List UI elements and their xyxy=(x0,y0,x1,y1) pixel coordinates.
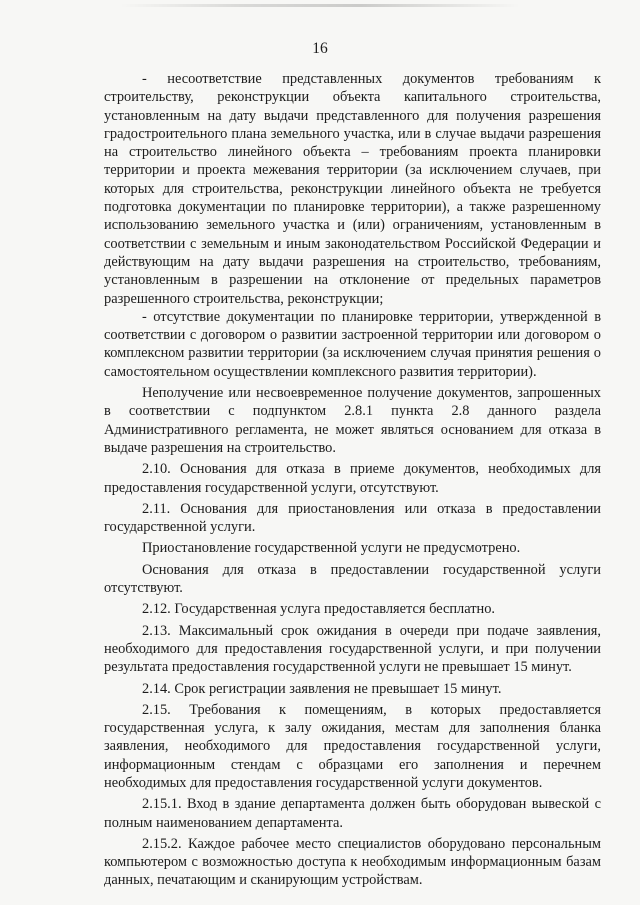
paragraph: - отсутствие документации по планировке территории, утвержденной в соответствии с договором о развитии застроенной территории или договором о комплексном развитии территории (за исключением случая принятия решения о самостоятельном осуществлении комплексного развития территории). xyxy=(104,308,601,380)
paragraph: 2.12. Государственная услуга предоставляется бесплатно. xyxy=(142,601,496,618)
document-body xyxy=(104,70,601,890)
paragraph: 2.15.1. Вход в здание департамента должен быть оборудован вывеской с полным наименованием департамента. xyxy=(104,796,601,831)
paragraph: 2.10. Основания для отказа в приеме документов, необходимых для предоставления государственной услуги, отсутствуют. xyxy=(104,461,601,496)
paragraph: Основания для отказа в предоставлении государственной услуги отсутствуют. xyxy=(104,561,601,597)
paragraph: Приостановление государственной услуги не предусмотрено. xyxy=(142,540,521,557)
paragraph: - несоответствие представленных документов требованиям к строительству, реконструкции объекта капитального строительства, установленным на дату выдачи представленного для получения разрешения градостроительного плана земельного участка, или в случае выдачи разрешения на строительство линейного объекта – требованиям проекта планировки территории и проекта межевания территории (за исключением случаев, при которых для строительства, реконструкции линейного объекта не требуется подготовка документации по планировке территории), а также разрешенному использованию земельного участка и (или) ограничениям, установленным в соответствии с земельным и иным законодательством Российской Федерации и действующим на дату выдачи разрешения на строительство, требованиям, установленным в разрешении на отклонение от предельных параметров разрешенного строительства, реконструкции; xyxy=(104,71,601,307)
paragraph: 2.14. Срок регистрации заявления не превышает 15 минут. xyxy=(142,680,502,697)
paragraph: 2.15. Требования к помещениям, в которых предоставляется государственная услуга, к залу ожидания, местам для заполнения бланка заявления, необходимого для предоставления государственной услуги, информационным стендам с образцами его заполнения и перечнем необходимых для предоставления государственной услуги документов. xyxy=(104,701,601,791)
paragraph: Неполучение или несвоевременное получение документов, запрошенных в соответствии с подпунктом 2.8.1 пункта 2.8 данного раздела Административного регламента, не может являться основанием для отказа в выдаче разрешения на строительство. xyxy=(104,385,601,456)
paragraph: 2.15.2. Каждое рабочее место специалистов оборудовано персональным компьютером с возможностью доступа к необходимым информационным базам данных, печатающим и сканирующим устройствам. xyxy=(104,835,601,889)
paragraph: 2.11. Основания для приостановления или отказа в предоставлении государственной услуги. xyxy=(104,500,601,536)
paragraph: 2.13. Максимальный срок ожидания в очереди при подаче заявления, необходимого для предоставления государственной услуги, и при получении результата предоставления государственной услуги не превышает 15 минут. xyxy=(104,622,601,676)
page-number: 16 xyxy=(312,40,328,57)
scan-artifact xyxy=(120,4,520,7)
